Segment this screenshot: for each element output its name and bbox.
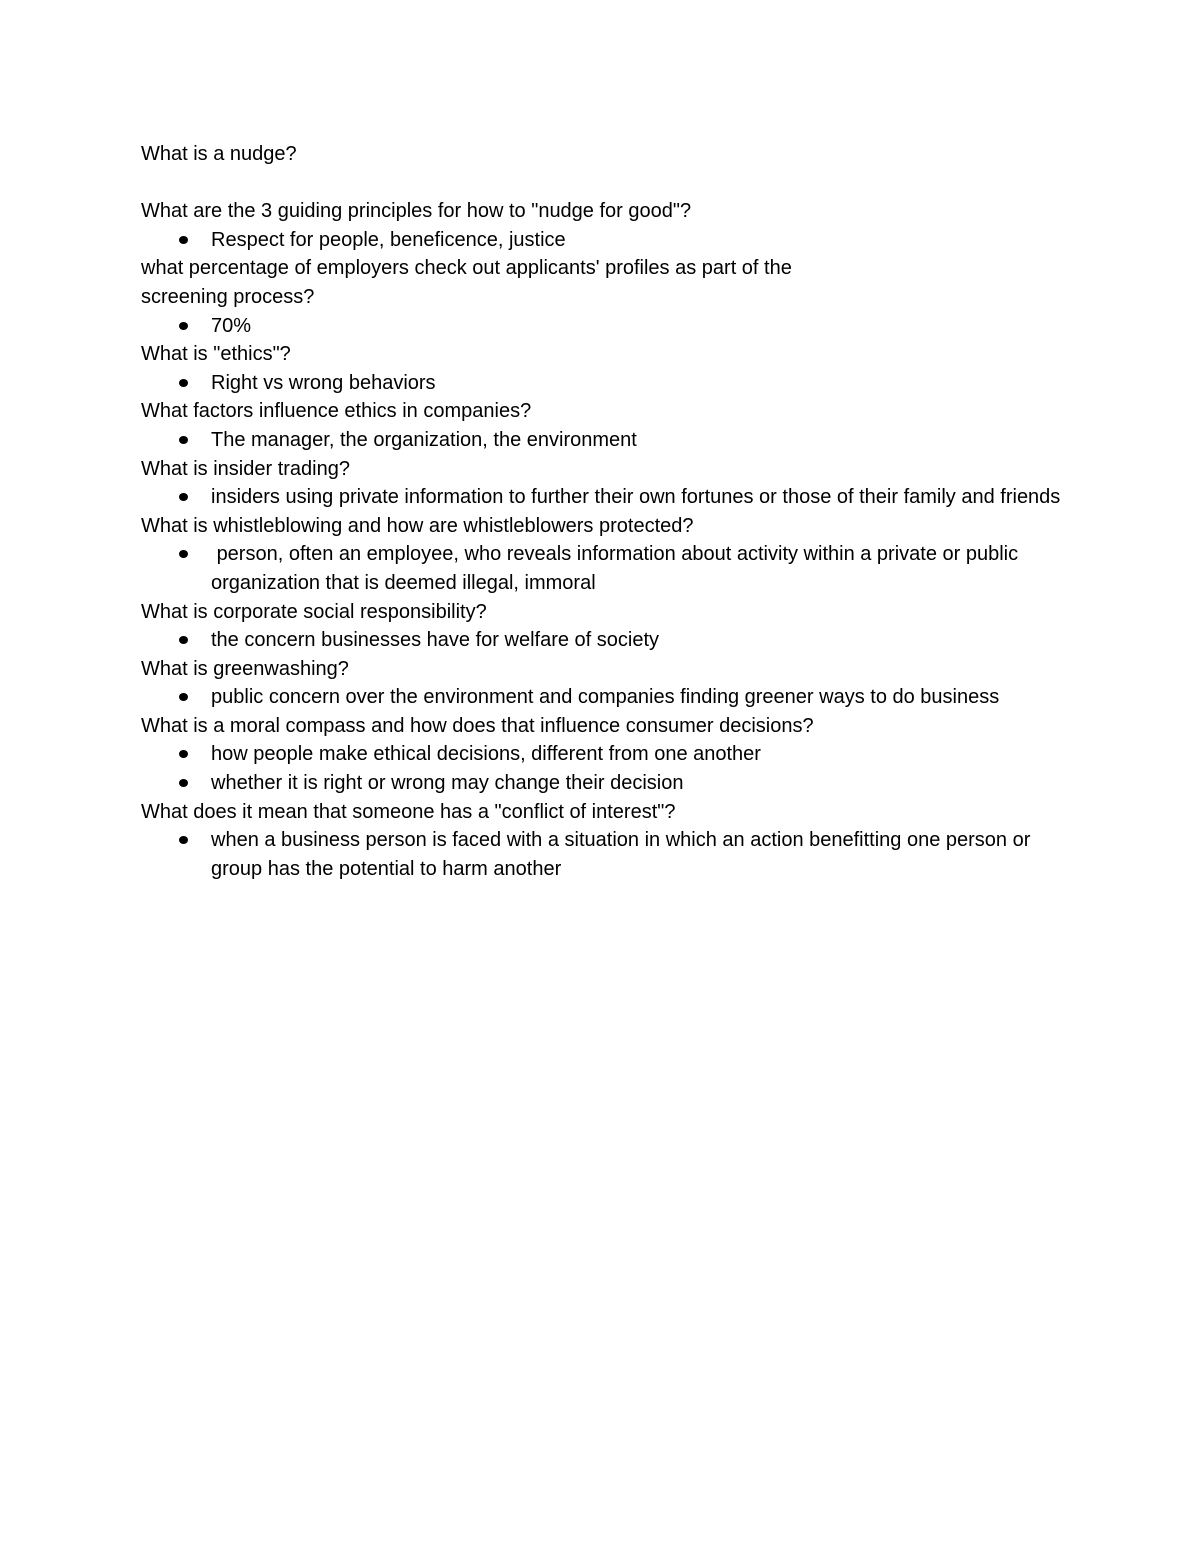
document-body [141, 140, 1071, 883]
question-insider-trading: What is insider trading? [141, 457, 350, 480]
question-csr: What is corporate social responsibility? [141, 600, 487, 623]
question-moral-compass: What is a moral compass and how does that influence consumer decisions? [141, 714, 814, 737]
question-ethics-factors: What factors influence ethics in companies? [141, 400, 532, 423]
answer-list [141, 312, 1071, 341]
bullet-icon [179, 322, 188, 330]
question-nudge: What is a nudge? [141, 143, 297, 165]
answer-text: insiders using private information to further their own fortunes or those of their family and friends [211, 486, 1061, 509]
list-item [141, 369, 1071, 398]
list-item [141, 540, 1071, 597]
answer-list [141, 740, 1071, 797]
answer-text: Respect for people, beneficence, justice [211, 228, 566, 251]
answer-list [141, 483, 1071, 512]
bullet-icon [179, 379, 188, 387]
answer-list [141, 826, 1071, 883]
question-ethics: What is "ethics"? [141, 343, 291, 366]
answer-list [141, 426, 1071, 455]
bullet-icon [179, 493, 188, 501]
answer-list [141, 683, 1071, 712]
answer-list [141, 540, 1071, 597]
answer-text: when a business person is faced with a situation in which an action benefitting one person or group has the potential to harm another [211, 829, 1031, 880]
question-employers-percentage: what percentage of employers check out applicants' profiles as part of the [141, 257, 792, 280]
answer-list [141, 626, 1071, 655]
bullet-icon [179, 750, 188, 758]
question-whistleblowing: What is whistleblowing and how are whistleblowers protected? [141, 514, 694, 537]
answer-text: public concern over the environment and companies finding greener ways to do business [211, 686, 1000, 709]
bullet-icon [179, 236, 188, 244]
answer-text: person, often an employee, who reveals information about activity within a private or public organization that is deemed illegal, immoral [211, 543, 1024, 594]
bullet-icon [179, 836, 188, 844]
question-guiding-principles: What are the 3 guiding principles for how to "nudge for good"? [141, 200, 692, 223]
list-item [141, 769, 1071, 798]
list-item [141, 826, 1071, 883]
question-greenwashing: What is greenwashing? [141, 657, 349, 680]
bullet-icon [179, 436, 188, 444]
answer-list [141, 226, 1071, 255]
bullet-icon [179, 636, 188, 644]
bullet-icon [179, 779, 188, 787]
list-item [141, 683, 1071, 712]
bullet-icon [179, 693, 188, 701]
list-item [141, 312, 1071, 341]
bullet-icon [179, 550, 188, 558]
question-employers-percentage-cont: screening process? [141, 285, 315, 308]
answer-text: The manager, the organization, the environment [211, 428, 637, 451]
answer-text: the concern businesses have for welfare of society [211, 629, 660, 652]
answer-text: 70% [211, 314, 252, 337]
blank-line [141, 169, 1071, 198]
answer-text: whether it is right or wrong may change their decision [211, 772, 684, 795]
list-item [141, 626, 1071, 655]
question-conflict-of-interest: What does it mean that someone has a "conflict of interest"? [141, 800, 676, 823]
answer-list [141, 369, 1071, 398]
list-item [141, 483, 1071, 512]
answer-text: Right vs wrong behaviors [211, 371, 436, 394]
list-item [141, 426, 1071, 455]
answer-text: how people make ethical decisions, different from one another [211, 743, 761, 766]
list-item [141, 740, 1071, 769]
list-item [141, 226, 1071, 255]
